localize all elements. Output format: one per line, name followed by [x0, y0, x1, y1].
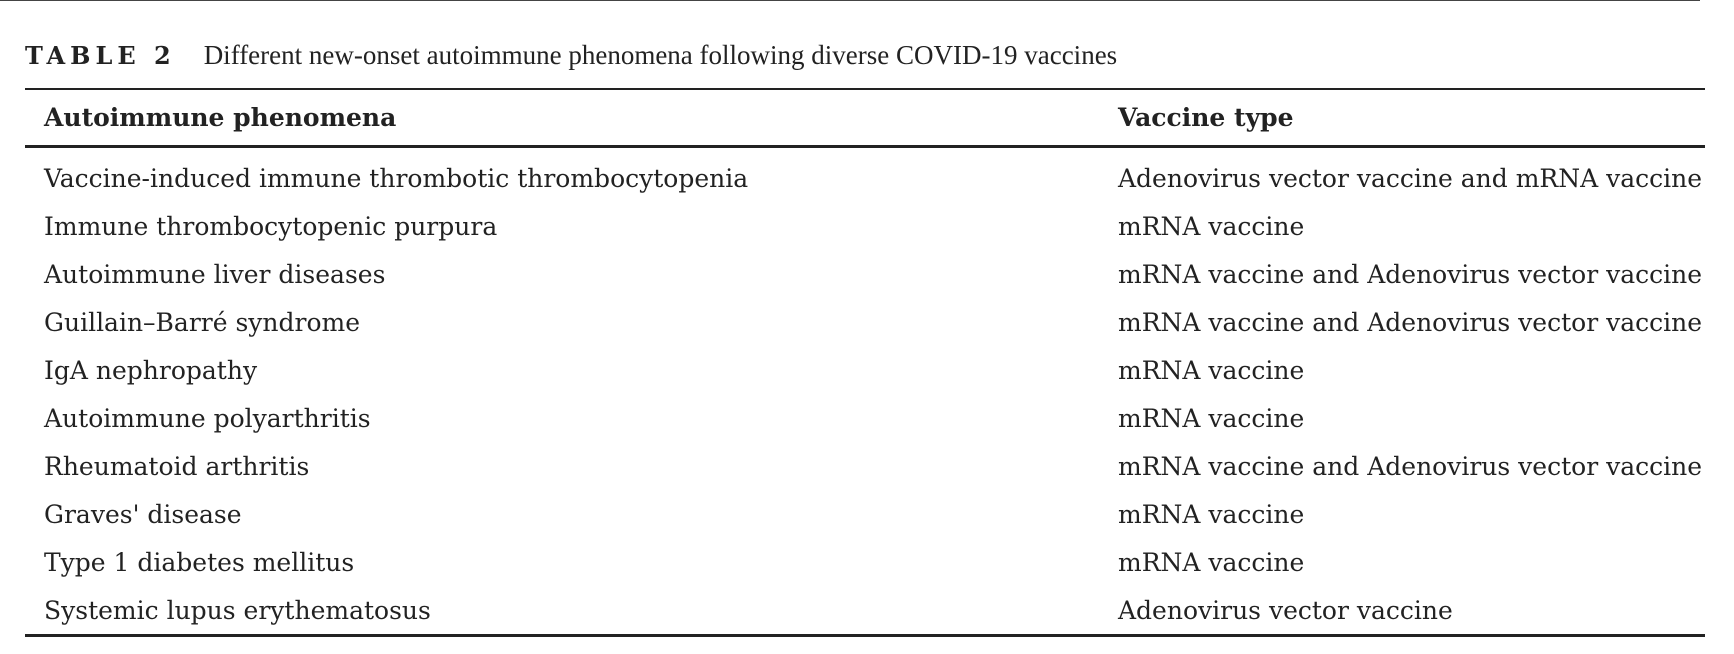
cell-phenomena: Systemic lupus erythematosus	[44, 595, 431, 625]
table-title: Different new-onset autoimmune phenomena following diverse COVID-19 vaccines	[203, 40, 1118, 70]
header-autoimmune-phenomena: Autoimmune phenomena	[44, 103, 397, 132]
table-row	[25, 346, 1705, 394]
table-row	[25, 202, 1705, 250]
table-row	[25, 394, 1705, 442]
table-row	[25, 298, 1705, 346]
table-body	[25, 148, 1705, 637]
cell-phenomena: Autoimmune liver diseases	[44, 259, 386, 289]
cell-phenomena: Type 1 diabetes mellitus	[44, 547, 355, 577]
table-row	[25, 538, 1705, 586]
cell-vaccine: mRNA vaccine	[1118, 211, 1305, 241]
cell-phenomena: IgA nephropathy	[44, 355, 258, 385]
cell-vaccine: mRNA vaccine	[1118, 355, 1305, 385]
cell-phenomena: Immune thrombocytopenic purpura	[44, 211, 498, 241]
table-row	[25, 586, 1705, 634]
cell-vaccine: mRNA vaccine and Adenovirus vector vaccine	[1118, 259, 1703, 289]
cell-phenomena: Graves' disease	[44, 499, 242, 529]
cell-vaccine: Adenovirus vector vaccine and mRNA vaccine	[1118, 163, 1703, 193]
cell-phenomena: Rheumatoid arthritis	[44, 451, 310, 481]
table-row	[25, 250, 1705, 298]
cell-vaccine: mRNA vaccine and Adenovirus vector vaccine	[1118, 451, 1703, 481]
cell-vaccine: mRNA vaccine	[1118, 499, 1305, 529]
cell-vaccine: mRNA vaccine	[1118, 547, 1305, 577]
cell-phenomena: Guillain–Barré syndrome	[44, 307, 361, 337]
table-row	[25, 490, 1705, 538]
table-row	[25, 442, 1705, 490]
cell-phenomena: Autoimmune polyarthritis	[44, 403, 371, 433]
table-label: TABLE 2	[25, 41, 176, 70]
cell-vaccine: Adenovirus vector vaccine	[1118, 595, 1453, 625]
cell-vaccine: mRNA vaccine and Adenovirus vector vaccine	[1118, 307, 1703, 337]
table-caption	[25, 40, 1705, 80]
table-header	[25, 90, 1705, 148]
table-row	[25, 154, 1705, 202]
top-rule	[0, 0, 1700, 1]
table-2	[25, 40, 1705, 637]
header-vaccine-type: Vaccine type	[1118, 103, 1294, 132]
cell-vaccine: mRNA vaccine	[1118, 403, 1305, 433]
cell-phenomena: Vaccine-induced immune thrombotic thrombocytopenia	[44, 163, 749, 193]
